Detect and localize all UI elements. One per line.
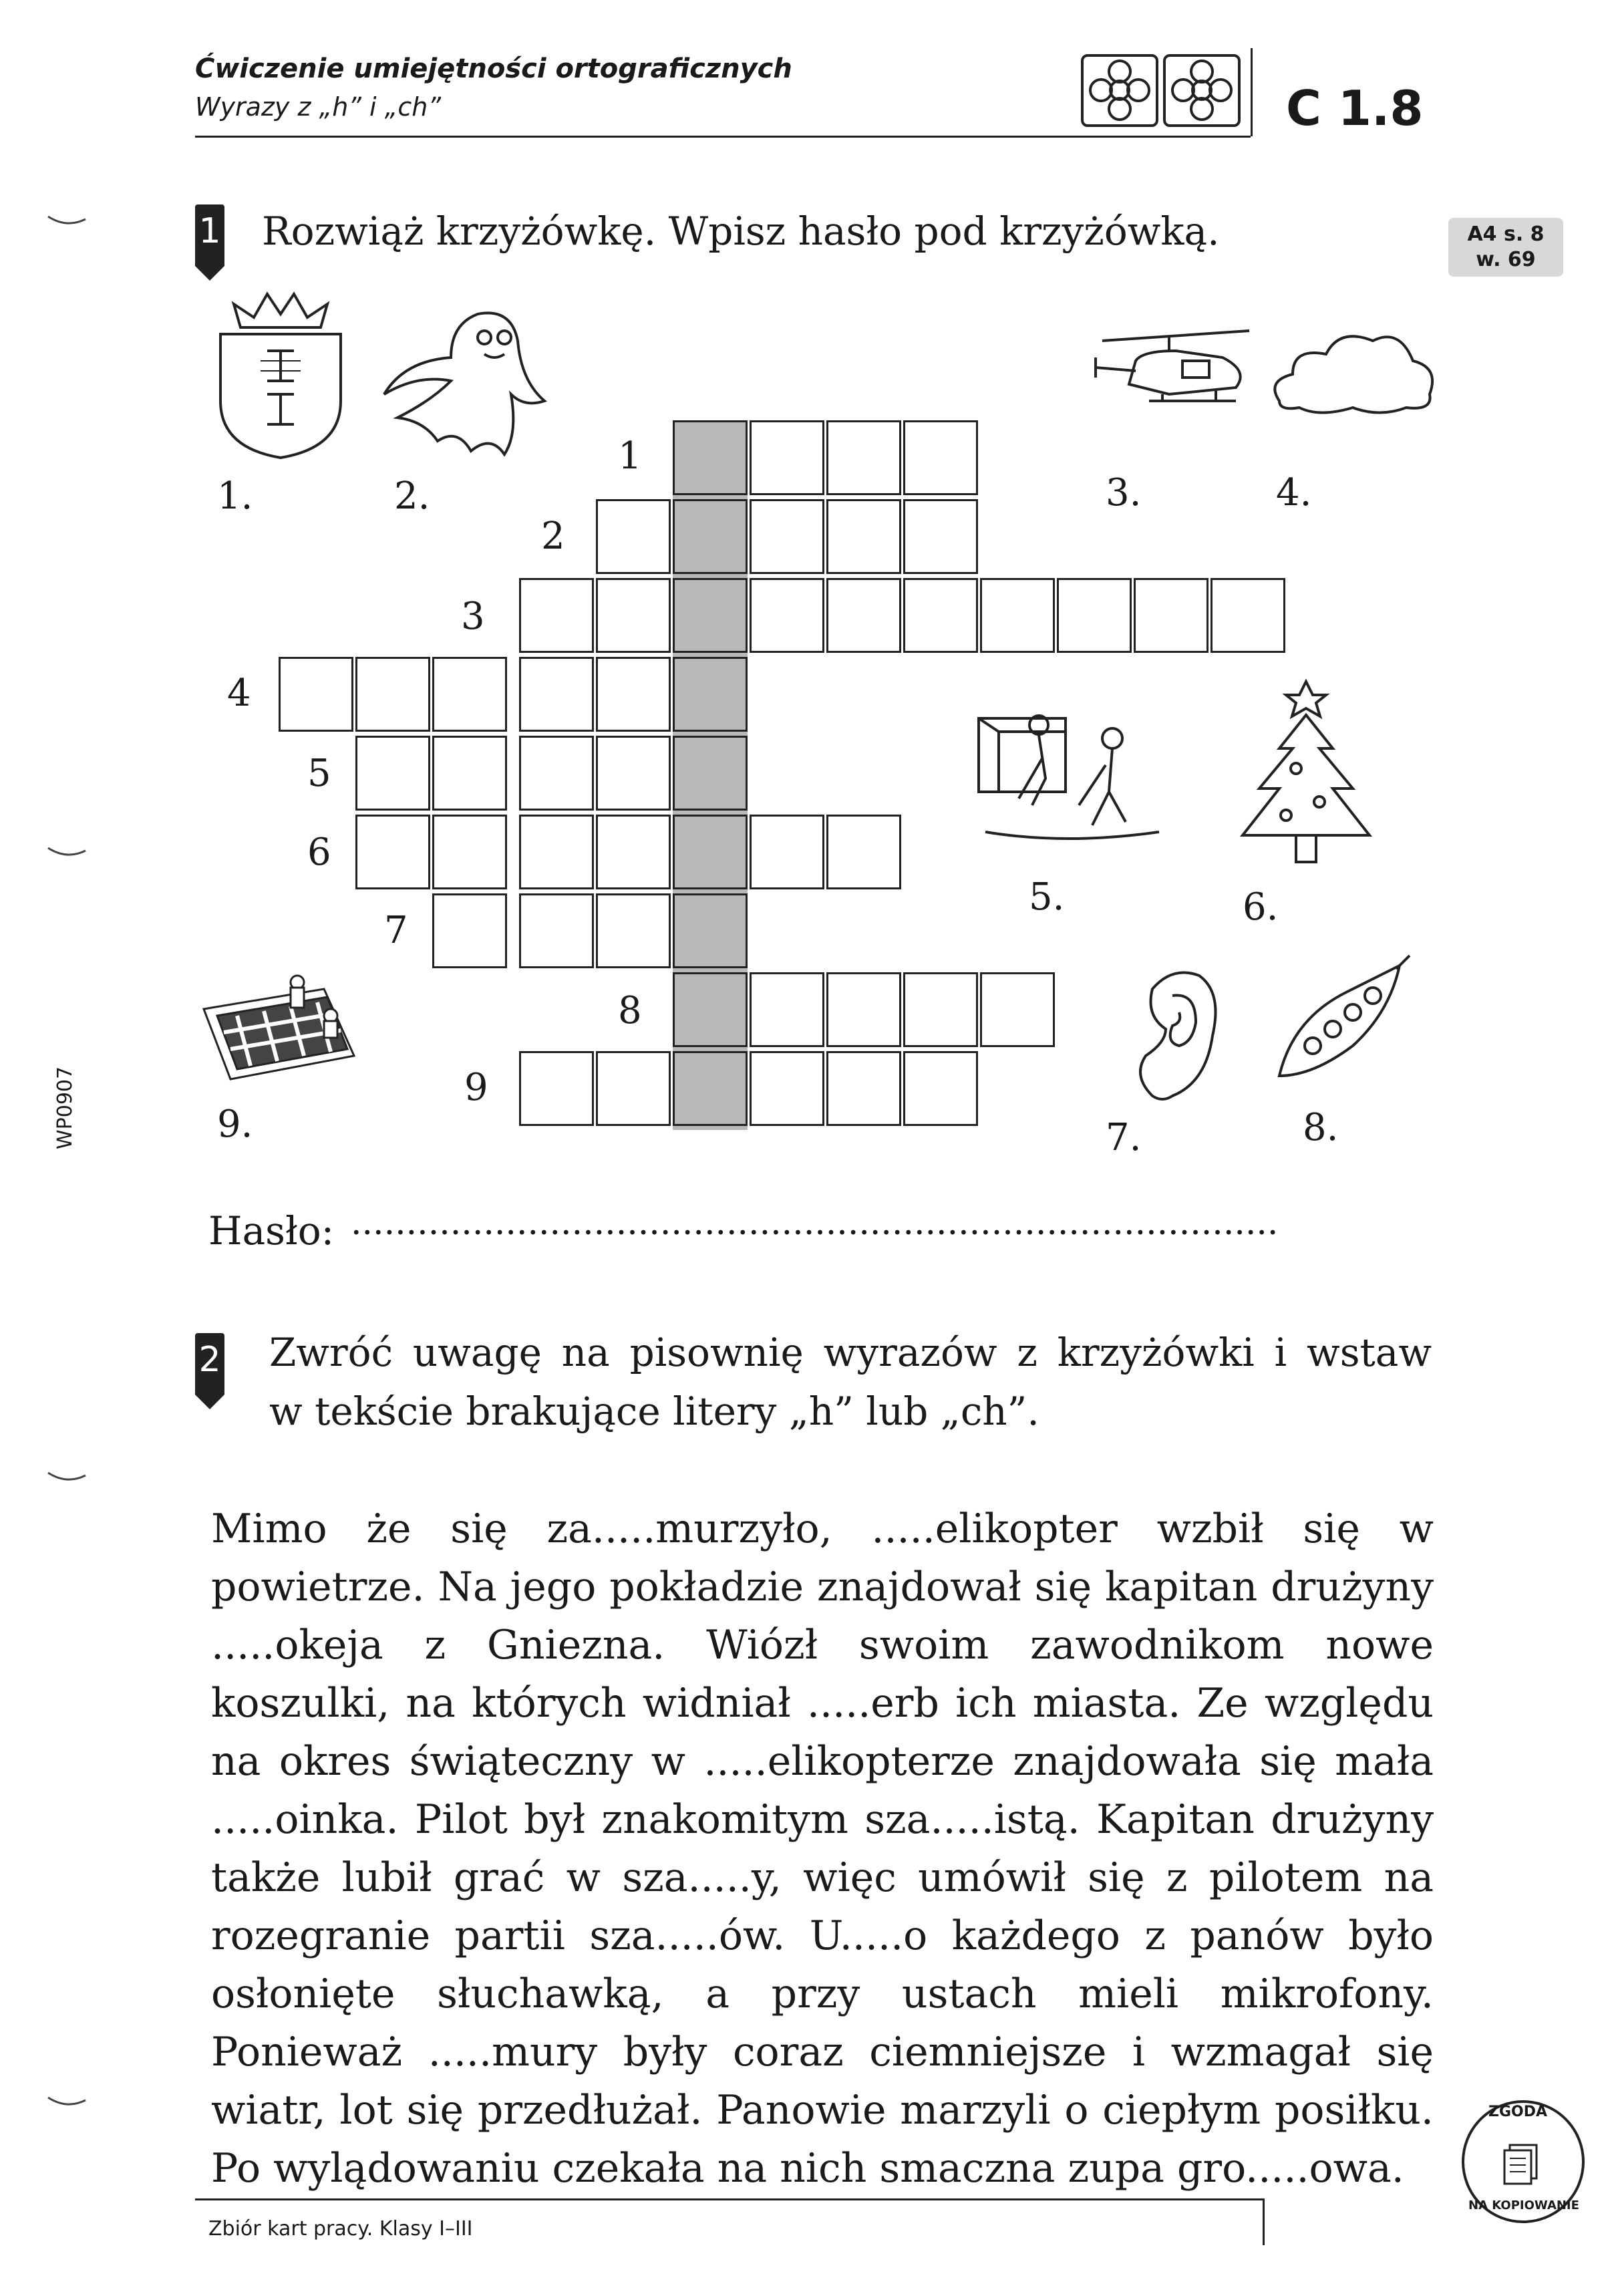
task-2-badge: 2 <box>195 1333 224 1395</box>
crossword-cell[interactable] <box>750 578 824 653</box>
header-divider <box>195 136 1251 138</box>
crossword-cell[interactable] <box>596 815 671 889</box>
crossword-cell[interactable] <box>903 420 978 495</box>
crossword-row-number-4: 4 <box>227 672 251 715</box>
pea-pod-picture <box>1273 952 1416 1086</box>
crossword-row-number-1: 1 <box>618 434 642 478</box>
fill-in-passage[interactable]: Mimo że się za.....murzyło, .....elikopter wzbił się w powietrze. Na jego pokładzie znajdował się kapitan drużyny .....okeja z Gniezna. Wiózł swoim zawodnikom nowe koszulki, na których widniał .....erb ich miasta. Ze względu na okres świąteczny w .....elikopterze znajdowała się mała .....oinka. Pilot był znakomitym sza.....istą. Kapitan drużyny także lubił grać w sza.....y, więc umówił się z pilotem na rozegranie partii sza.....ów. U.....o każdego z panów było osłonięte słuchawką, a przy ustach mieli mikrofony. Ponieważ .....mury były coraz ciemniejsze i wzmagał się wiatr, lot się przedłużał. Panowie marzyli o ciepłym posiłku. Po wylądowaniu czekała na nich smaczna zupa gro.....owa. <box>211 1505 1434 2192</box>
task-2-instruction-line-1: Zwróć uwagę na pisownię wyrazów z krzyżówki i wstaw <box>269 1330 1432 1375</box>
crossword-row-number-2: 2 <box>541 515 565 558</box>
crossword-row-number-7: 7 <box>384 909 408 952</box>
footer-text: Zbiór kart pracy. Klasy I–III <box>208 2217 473 2241</box>
crossword-row-number-6: 6 <box>307 831 331 874</box>
crossword-cell[interactable] <box>750 1051 824 1126</box>
crossword-cell[interactable] <box>519 578 594 653</box>
crossword-cell[interactable] <box>596 578 671 653</box>
margin-mark <box>47 2095 87 2108</box>
crossword-cell[interactable] <box>596 499 671 574</box>
task-2-instruction-line-2: w tekście brakujące litery „h” lub „ch”. <box>269 1389 1039 1434</box>
picture-label-6: 6. <box>1243 885 1279 929</box>
crossword-cell[interactable] <box>432 657 507 732</box>
header-vertical-divider <box>1251 48 1253 136</box>
worksheet-code: C 1.8 <box>1286 80 1424 136</box>
picture-label-9: 9. <box>217 1103 253 1146</box>
margin-mark <box>47 845 87 859</box>
crossword-cell[interactable] <box>596 1051 671 1126</box>
picture-label-8: 8. <box>1303 1106 1339 1149</box>
answer-field[interactable]: .................................................................................... <box>351 1203 1279 1243</box>
ear-picture <box>1126 962 1226 1109</box>
stamp-text-bottom: NA KOPIOWANIE <box>1468 2198 1579 2212</box>
picture-label-7: 7. <box>1106 1116 1142 1159</box>
task-1-badge: 1 <box>195 204 224 266</box>
crossword-cell[interactable] <box>432 736 507 811</box>
margin-mark <box>47 1470 87 1483</box>
crossword-cell[interactable] <box>673 1051 748 1126</box>
reference-line-1: A4 s. 8 <box>1467 223 1545 246</box>
crossword-cell[interactable] <box>1211 578 1285 653</box>
picture-label-5: 5. <box>1029 875 1065 919</box>
crossword-cell[interactable] <box>673 499 748 574</box>
footer-divider <box>195 2198 1264 2200</box>
crossword-cell[interactable] <box>673 815 748 889</box>
picture-label-1: 1. <box>217 474 253 518</box>
stamp-text-top: ZGODA <box>1488 2104 1547 2120</box>
crossword-cell[interactable] <box>279 657 353 732</box>
crossword-cell[interactable] <box>596 736 671 811</box>
crossword-cell[interactable] <box>903 1051 978 1126</box>
crossword-row-number-8: 8 <box>618 989 642 1032</box>
chessboard-picture <box>197 949 361 1083</box>
hockey-players-picture <box>972 705 1166 852</box>
crossword-cell[interactable] <box>596 657 671 732</box>
worksheet-subtitle: Wyrazy z „h” i „ch” <box>195 92 442 122</box>
reference-badge <box>1448 218 1563 277</box>
worksheet-title: Ćwiczenie umiejętności ortograficznych <box>195 53 792 84</box>
crossword-cell[interactable] <box>750 815 824 889</box>
crossword-cell[interactable] <box>826 578 901 653</box>
crossword-cell[interactable] <box>980 972 1055 1047</box>
margin-mark <box>47 214 87 227</box>
crossword-cell[interactable] <box>826 420 901 495</box>
crossword-cell[interactable] <box>1057 578 1132 653</box>
crossword-cell[interactable] <box>750 972 824 1047</box>
crossword-row-number-3: 3 <box>461 595 485 638</box>
crossword-cell[interactable] <box>673 420 748 495</box>
crossword-cell[interactable] <box>673 893 748 968</box>
helicopter-picture <box>1089 321 1256 428</box>
crossword-cell[interactable] <box>750 499 824 574</box>
crossword-cell[interactable] <box>673 578 748 653</box>
crossword-cell[interactable] <box>750 420 824 495</box>
crossword-cell[interactable] <box>355 815 430 889</box>
crossword-cell[interactable] <box>355 736 430 811</box>
crossword-cell[interactable] <box>673 972 748 1047</box>
crossword-cell[interactable] <box>519 657 594 732</box>
christmas-tree-picture <box>1233 675 1380 875</box>
cloud-picture <box>1266 321 1440 421</box>
ghost-picture <box>377 301 558 461</box>
reference-line-2: w. 69 <box>1476 248 1536 271</box>
crossword-cell[interactable] <box>519 1051 594 1126</box>
crossword-cell[interactable] <box>519 893 594 968</box>
crossword-cell[interactable] <box>355 657 430 732</box>
crossword-cell[interactable] <box>1134 578 1209 653</box>
crossword-cell[interactable] <box>826 972 901 1047</box>
crossword-cell[interactable] <box>519 815 594 889</box>
crossword-cell[interactable] <box>980 578 1055 653</box>
crossword-row-number-5: 5 <box>307 752 331 795</box>
picture-label-4: 4. <box>1276 471 1312 515</box>
crossword-cell[interactable] <box>673 736 748 811</box>
coat-of-arms-picture <box>214 287 347 461</box>
crossword-cell[interactable] <box>826 1051 901 1126</box>
crossword-cell[interactable] <box>432 893 507 968</box>
crossword-row-number-9: 9 <box>464 1066 488 1109</box>
picture-label-2: 2. <box>394 474 430 518</box>
crossword-cell[interactable] <box>519 736 594 811</box>
flower-rating-icon <box>1079 52 1246 129</box>
crossword-cell[interactable] <box>903 578 978 653</box>
crossword-cell[interactable] <box>826 815 901 889</box>
crossword-cell[interactable] <box>826 499 901 574</box>
task-1-instruction: Rozwiąż krzyżówkę. Wpisz hasło pod krzyżówką. <box>262 208 1220 254</box>
crossword-cell[interactable] <box>432 815 507 889</box>
crossword-cell[interactable] <box>903 972 978 1047</box>
picture-label-3: 3. <box>1106 471 1142 515</box>
crossword-cell[interactable] <box>903 499 978 574</box>
crossword-cell[interactable] <box>673 657 748 732</box>
answer-label: Hasło: <box>208 1208 335 1254</box>
footer-vertical-divider <box>1263 2198 1265 2245</box>
side-code: WP0907 <box>53 1066 77 1149</box>
crossword-cell[interactable] <box>596 893 671 968</box>
